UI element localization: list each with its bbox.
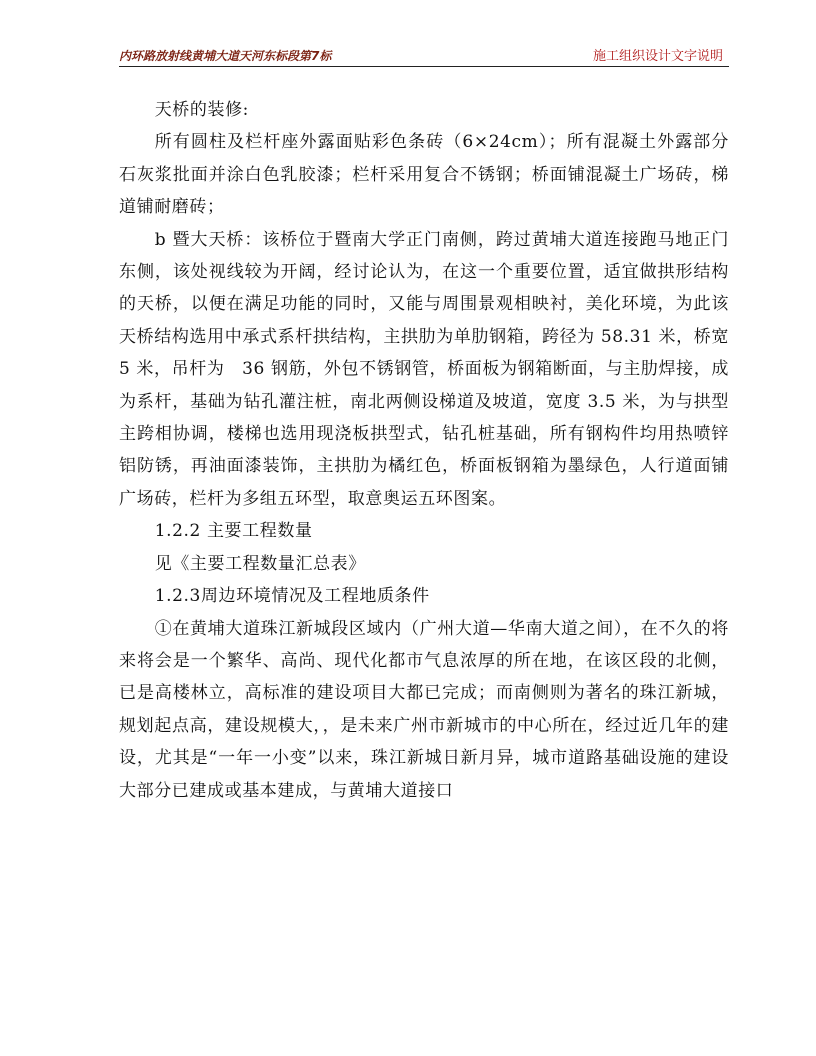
paragraph-quantities-reference: 见《主要工程数量汇总表》 bbox=[154, 553, 366, 574]
section-heading-quantities: 1.2.2 主要工程数量 bbox=[154, 521, 313, 542]
paragraph-jinan-bridge: b 暨大天桥：该桥位于暨南大学正门南侧，跨过黄埔大道连接跑马地正门东侧，该处视线较为开阔，经讨论认为，在这一个重要位置，适宜做拱形结构的天桥，以便在满足功能的同时，又能与周围景观相映衬，美化环境，为此该天桥结构选用中承式系杆拱结构，主拱肋为单肋钢箱，跨径为 58.31 米，桥宽 5 米，吊杆为 36 钢筋，外包不锈钢管，桥面板为钢箱断面，与主肋焊接，成为系杆，基础为钻孔灌注桩，南北两侧设梯道及坡道，宽度 3.5 米，为与拱型主跨相协调，楼梯也选用现浇板拱型式，钻孔桩基础，所有钢构件均用热喷锌铝防锈，再油面漆装饰，主拱肋为橘红色，桥面板钢箱为墨绿色，人行道面铺广场砖，栏杆为多组五环型，取意奥运五环图案。 bbox=[119, 229, 729, 509]
header-document-title: 施工组织设计文字说明 bbox=[592, 49, 723, 64]
paragraph-decoration-details: 所有圆柱及栏杆座外露面贴彩色条砖（6×24cm）；所有混凝土外露部分石灰浆批面并涂白色乳胶漆；栏杆采用复合不锈钢；桥面铺混凝土广场砖，梯道铺耐磨砖； bbox=[119, 132, 729, 218]
page-header bbox=[119, 44, 729, 67]
document-body bbox=[119, 94, 729, 807]
header-project-title: 内环路放射线黄埔大道天河东标段第7标 bbox=[119, 49, 332, 63]
paragraph-environment: ①在黄埔大道珠江新城段区域内（广州大道—华南大道之间），在不久的将来将会是一个繁华、高尚、现代化都市气息浓厚的所在地，在该区段的北侧，已是高楼林立，高标准的建设项目大都已完成；而南侧则为著名的珠江新城，规划起点高，建设规模大，，是未来广州市新城市的中心所在，经过近几年的建设，尤其是“一年一小变”以来，珠江新城日新月异，城市道路基础设施的建设大部分已建成或基本建成，与黄埔大道接口 bbox=[119, 618, 729, 801]
section-heading-environment: 1.2.3周边环境情况及工程地质条件 bbox=[154, 586, 430, 607]
paragraph-decoration-heading: 天桥的装修: bbox=[154, 100, 250, 120]
